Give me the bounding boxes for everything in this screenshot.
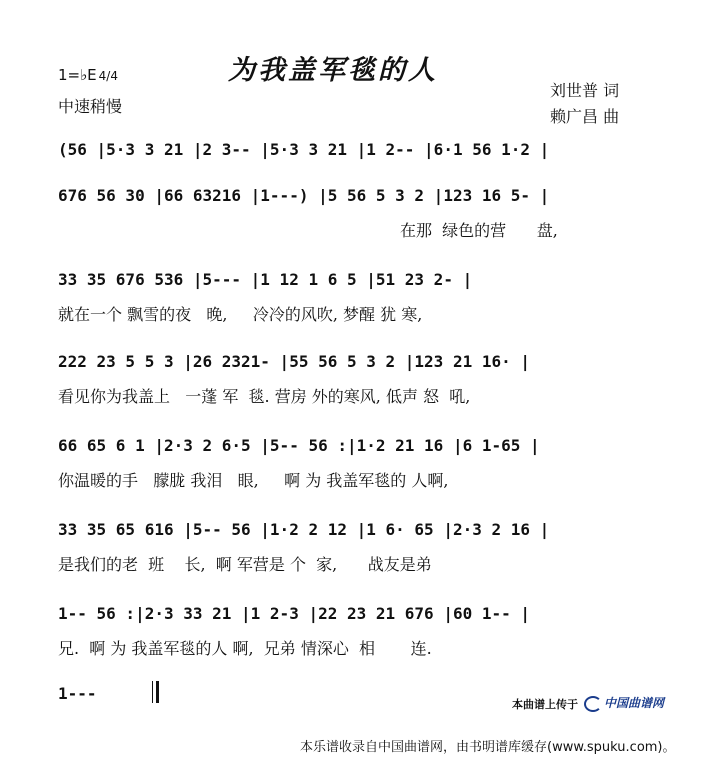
notation-row-8: 1---: [58, 684, 97, 703]
time-signature: 4/4: [98, 69, 118, 83]
tempo-marking: 中速稍慢: [58, 97, 123, 116]
lyrics-row-7: 兄. 啊 为 我盖军毯的人 啊, 兄弟 情深心 相 连.: [58, 639, 432, 658]
lyrics-row-4: 看见你为我盖上 一蓬 军 毯. 营房 外的寒风, 低声 怒 吼,: [58, 387, 471, 406]
song-title: 为我盖军毯的人: [228, 55, 438, 86]
lyrics-row-5: 你温暖的手 朦胧 我泪 眼, 啊 为 我盖军毯的 人啊,: [58, 471, 449, 490]
notation-row-3: 33 35 676 536 |5--- |1 12 1 6 5 |51 23 2- |: [58, 270, 473, 289]
site-logo: 中国曲谱网: [584, 694, 664, 712]
final-barline-thin: [152, 681, 153, 703]
key-signature: 1=♭E 4/4: [58, 66, 118, 84]
source-footer: 本乐谱收录自中国曲谱网，由书明谱库缓存(www.spuku.com)。: [300, 740, 676, 755]
lyricist-credit: 刘世普 词: [550, 81, 620, 100]
composer-credit: 赖广昌 曲: [550, 107, 620, 126]
notation-row-7: 1-- 56 :|2·3 33 21 |1 2-3 |22 23 21 676 |60 1-- |: [58, 604, 531, 623]
logo-mark-icon: [584, 696, 602, 712]
lyrics-row-6: 是我们的老 班 长, 啊 军营是 个 家, 战友是弟: [58, 555, 432, 574]
notation-row-6: 33 35 65 616 |5-- 56 |1·2 2 12 |1 6· 65 |2·3 2 16 |: [58, 520, 550, 539]
notation-row-4: 222 23 5 5 3 |26 2321- |55 56 5 3 2 |123 21 16· |: [58, 352, 531, 371]
lyrics-row-2: 在那 绿色的营 盘,: [400, 221, 558, 240]
upload-caption: 本曲谱上传于: [512, 698, 578, 711]
notation-row-1: (56 |5·3 3 21 |2 3-- |5·3 3 21 |1 2-- |6·1 56 1·2 |: [58, 140, 550, 159]
lyrics-row-3: 就在一个 飘雪的夜 晚, 冷冷的风吹, 梦醒 犹 寒,: [58, 305, 423, 324]
final-barline-thick: [156, 681, 159, 703]
notation-row-2: 676 56 30 |66 63216 |1---) |5 56 5 3 2 |123 16 5- |: [58, 186, 550, 205]
notation-row-5: 66 65 6 1 |2·3 2 6·5 |5-- 56 :|1·2 21 16 |6 1-65 |: [58, 436, 540, 455]
